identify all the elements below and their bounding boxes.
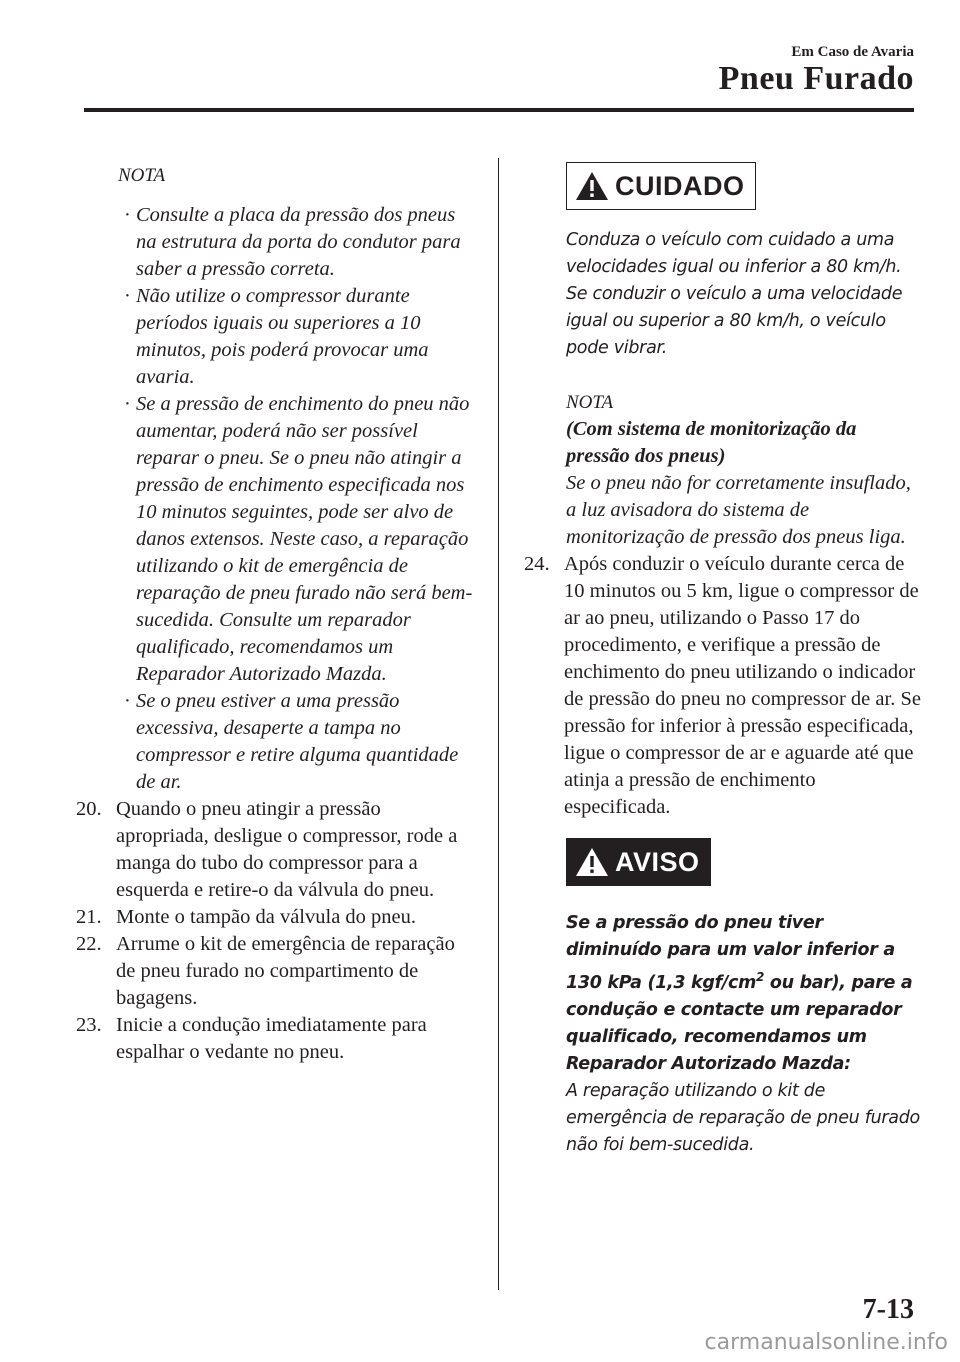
warning-bold-text: Se a pressão do pneu tiver diminuído para um valor inferior a 130 kPa (1,3 kgf/$cm^2$ ou bar), pare a condução e contacte um reparador qualificado, recomendamos um Reparador Autorizado Mazda:: [566, 913, 913, 1074]
warning-label: AVISO: [615, 846, 700, 877]
note-item: · Se a pressão de enchimento do pneu não aumentar, poderá não ser possível reparar o pneu. Se o pneu não atingir a pressão de enchimento especificada nos 10 minutos seguintes, pode ser alvo de danos extensos. Neste caso, a reparação utilizando o kit de emergência de reparação de pneu furado não será bem-sucedida. Consulte um reparador qualificado, recomendamos um Reparador Autorizado Mazda.: [124, 393, 473, 685]
note-list: [76, 202, 476, 796]
column-divider: [498, 158, 499, 1290]
warning-triangle-icon: [575, 171, 609, 201]
step-item: 22. Arrume o kit de emergência de reparação de pneu furado no compartimento de bagagens.: [76, 933, 455, 1009]
left-column: [76, 162, 476, 1066]
page-title: Pneu Furado: [718, 60, 914, 97]
caution-label: CUIDADO: [615, 170, 745, 201]
caution-text: Conduza o veículo com cuidado a uma velocidades igual ou inferior a 80 km/h. Se conduzir o veículo a uma velocidade igual ou superior a 80 km/h, o veículo pode vibrar.: [566, 230, 903, 358]
step-item: 20. Quando o pneu atingir a pressão apropriada, desligue o compressor, rode a manga do tubo do compressor para a esquerda e retire-o da válvula do pneu.: [76, 798, 458, 901]
caution-badge: [566, 162, 756, 210]
watermark: carmanualsonline.info: [704, 1330, 948, 1355]
step-item: 24. Após conduzir o veículo durante cerca de 10 minutos ou 5 km, ligue o compressor de ar ao pneu, utilizando o Passo 17 do procedimento, e verifique a pressão de enchimento do pneu utilizando o indicador de pressão do pneu no compressor de ar. Se pressão for inferior à pressão especificada, ligue o compressor de ar e aguarde até que atinja a pressão de enchimento especificada.: [524, 553, 921, 818]
warning-badge: [566, 838, 711, 886]
note-title: NOTA: [566, 392, 614, 413]
header-rule: [84, 108, 914, 112]
page-header-section: Em Caso de Avaria: [791, 44, 914, 60]
step-list: [76, 796, 476, 1066]
step-list: [524, 551, 924, 821]
note-item: · Consulte a placa da pressão dos pneus na estrutura da porta do condutor para saber a pressão correta.: [124, 204, 461, 280]
page-number: 7-13: [862, 1294, 914, 1325]
right-column: [524, 162, 924, 1159]
note-text: Se o pneu não for corretamente insuflado, a luz avisadora do sistema de monitorização de pressão dos pneus liga.: [566, 472, 911, 548]
warning-text: A reparação utilizando o kit de emergência de reparação de pneu furado não foi bem-sucedida.: [566, 1080, 920, 1155]
note-title: NOTA: [118, 165, 166, 186]
note-subtitle: (Com sistema de monitorização da pressão dos pneus): [566, 418, 857, 467]
note-item: · Não utilize o compressor durante períodos iguais ou superiores a 10 minutos, pois poderá provocar uma avaria.: [124, 285, 429, 388]
step-item: 21. Monte o tampão da válvula do pneu.: [76, 906, 417, 928]
step-item: 23. Inicie a condução imediatamente para espalhar o vedante no pneu.: [76, 1014, 427, 1063]
warning-triangle-icon: [575, 847, 609, 877]
note-item: · Se o pneu estiver a uma pressão excessiva, desaperte a tampa no compressor e retire alguma quantidade de ar.: [124, 690, 459, 793]
